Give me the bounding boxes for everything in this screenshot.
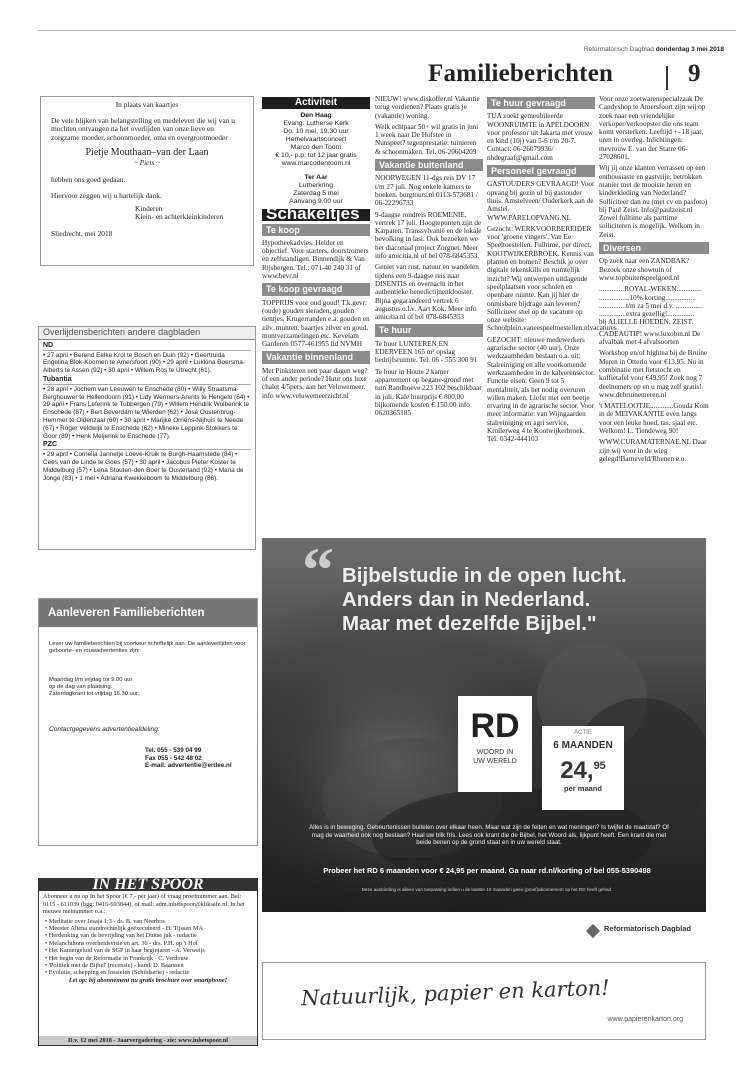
quote-mark: “	[302, 538, 334, 605]
section-te-koop-gevraagd: Te koop gevraagd	[262, 283, 370, 295]
ad-fine-print: Deze aanbieding is alleen van toepassing indien u de laatste 10 maanden geen (proef)abonnement op het RD heeft gehad.	[361, 887, 613, 892]
in-het-spoor-ad	[38, 878, 258, 1046]
ad-curamaternae: WWW.CURAMATERNAE.NL Daar zijn wij voor in de wieg gelegd!Barneveld/Rhenen e.o.	[599, 438, 707, 463]
section-te-koop: Te koop	[262, 224, 370, 236]
spoor-item: • Het Kamergeluid van de SGP in haar beginjaren - A. Verweijs	[45, 947, 205, 955]
rd-brand-icon	[586, 924, 600, 938]
obit-paper-label: Tubantia	[43, 376, 251, 385]
memoriam-notice	[40, 96, 254, 266]
spoor-item: • Meester Altena standrechtelijk geëxecuteerd - H. Tijssen MA	[45, 925, 204, 933]
actie-label: ACTIE	[574, 730, 592, 736]
deadline-day: op de dag van plaatsing.	[49, 684, 113, 690]
ad-hofstee: Welk echtpaar 50+ wil gratis in juni 1 week naar De Hofstee in Nunspeet? tegenprestatie: tuinieren & schoonmaken. Tel. 06-20604209	[375, 122, 479, 156]
ad-diskoffer: NIEUW! www.diskoffer.nl Vakantie terug verdienen? Plaats gratis je (vakantie) woning.	[375, 95, 480, 120]
paper-name: Reformatorisch Dagblad	[583, 46, 654, 53]
title-divider	[666, 66, 668, 90]
papier-karton-ad	[262, 962, 706, 1040]
issue-date: donderdag 3 mei 2018	[655, 46, 724, 53]
obit-paper-label: ND	[43, 342, 251, 351]
memoriam-sign-2: Klein- en achterkleinkinderen	[135, 212, 224, 221]
section-title: Familieberichten	[428, 60, 614, 87]
obit-group-nd	[43, 342, 251, 375]
deadline-weekday: Maandag t/m vrijdag tot 9.00 uur	[49, 677, 133, 683]
spoor-item: • Melanchthons overheidsvisie en art. 36 - drs. P.H. op 't Hof	[45, 939, 198, 947]
submission-info-box	[38, 598, 258, 846]
ad-houten: Te huur in Houte 2 kamer appartement op begane-grond met tuin Randhoeve 223 102 beschikbaar in juli. Kale huurprijs € 800,00 bijkomende kosten € 150.00 info 0620365185	[375, 367, 482, 418]
section-vakantie-buitenland: Vakantie buitenland	[375, 159, 483, 171]
classifieds-col-3	[487, 95, 617, 447]
ad-body: Alles is in beweging. Gebeurtenissen buitelen over elkaar heen. Maar wat zijn de feiten en wat meningen? Is twijfel de maatstaf? Of mag de waarheid ook nog bestaan? Haal uw blik fris. Lees ook krant die de Bijbel, het Woord als, lijkpunt heeft. Een krant die met beide benen op de grond staat en in uw wereld staat.	[309, 824, 669, 847]
activity-line: Marco den Toom	[290, 144, 342, 152]
page-kicker	[584, 46, 724, 53]
section-te-huur: Te huur	[375, 324, 483, 336]
obituaries-title: Overlijdensberichten andere dagbladen	[39, 327, 255, 340]
activity-line: Zaterdag 5 mei	[293, 190, 339, 198]
activity-line: € 10,- p.p. tot 12 jaar gratis	[275, 152, 357, 160]
obit-group-text: • 29 april • Cornelia Jannetje Loeve-Kruik te Burgh-Haamstede (84) • Cees van de Linde te Goes (57) • 30 april • Jacobus Pieter Koster te Middelburg (57) • Lena Stouten-den Boer te Oosterland (92) • Maria de Jonge (83) • 1 mei • Adriana Kwekkeboom te Middelburg (86).	[43, 451, 244, 482]
ad-zandbak: Op zoek naar een ZANDBAK? Bezoek onze showtuin of www.topbuitenspeelgoed.nl	[599, 257, 690, 282]
rd-advertisement	[262, 538, 706, 950]
royal-line: ..............ROYAL-WEKEN..............	[599, 285, 702, 294]
spoor-item: • Evolutie, schepping en fossielen (Schildserie) - redactie	[45, 969, 190, 977]
ad-disentis: Geniet van rust, natuur en wandelen tijdens een 9-daagse reis naar DISENTIS en overnacht in het authentieke benedictijnenklooster. Bijna gegarandeerd vertrek 6 augustus o.l.v. Aart Kok. Meer info amicitia.nl of bel 078-6845353	[375, 263, 479, 322]
rd-brand-strip	[262, 912, 706, 950]
activity-line: Ter Aar	[304, 174, 328, 182]
memoriam-sign-1: Kinderen	[135, 203, 163, 213]
classifieds-col-1	[262, 95, 370, 403]
ad-paul-zeist: Wij jij onze klanten verrassen op een enthousiaste en gastvrije, betrokken manier met de mooiste heren en kinderkleding van Nederland? Solliciteer dan nu (met cv en pasfoto) bij Paul Zeist. Info@paulzeist.nl Zowel fulltime als parttime solliciteren is mogelijk. Welkom in Zeist.	[599, 164, 708, 239]
papier-slogan: Natuurlijk, papier en karton!	[300, 975, 610, 1011]
spoor-note: Let op: bij abonnement nu gratis brochure over smartphone!	[68, 976, 228, 984]
activity-line: www.marcodentoom.nl	[281, 160, 351, 168]
obit-paper-label: PZC	[43, 441, 251, 450]
section-te-huur-gevraagd: Te huur gevraagd	[487, 97, 595, 109]
per-month: per maand	[564, 784, 602, 793]
classifieds-col-2	[375, 95, 483, 420]
obituaries-box	[38, 326, 256, 550]
rd-logo: RD	[470, 707, 520, 745]
obit-group-pzc	[43, 441, 251, 482]
papier-url: www.papierenkarton.org	[607, 1016, 683, 1023]
price-cents: 95	[593, 760, 606, 772]
activity-line: Hemelvaartsconcert	[285, 136, 347, 144]
contact-phone: Tel. 055 - 539 04 99	[145, 747, 202, 754]
royal-line: bij ALIELLE HOEDEN, ZEIST.	[599, 318, 694, 327]
section-activiteit: Activiteit	[262, 97, 370, 109]
ad-tua: TUA zoekt gemeubileerde WOONRUIMTE in APELDOORN voor professor uit Jakarta met vrouw en kind (10j) van 5-6 t/m 20-7. Contact: 06-26079936/ nhdegraaf@gmail.com	[487, 112, 593, 162]
obit-group-text: • 27 april • Berend Eelke Krol te Bosch en Duin (92) • Geertruida Engelina Blok-Koomen te Amersfoort (90) • 29 april • Lukkina Boersma-Alberts te Assen (92) • 30 april • Willem Ros te Utrecht (61).	[43, 351, 245, 375]
deceased-name: Pietje Mouthaan–van der Laan	[85, 147, 209, 158]
ad-noorwegen: NOORWEGEN 11-dgs reis DV 17 t/m 27 juli. Nog enkele kamers te boeken. burgtours.nl 0113-573681 / 06-22296733	[375, 174, 478, 208]
spoor-intro: Abonneer u nu op In het Spoor (€ 7,- per jaar) of vraag proefnummer aan. Bel: 0115 - 611039 (bgg: 0416-693844), of mail: adm.inhetspoor@kliksafe.nl. In het nieuwe meinummer o.a.:	[43, 893, 245, 916]
submission-title: Aanleveren Familieberichten	[39, 599, 257, 627]
memoriam-thanks: Hiervoor zeggen wij u hartelijk dank.	[51, 191, 162, 200]
submission-intro: Lever uw familieberichten bij voorkeur schriftelijk aan. De aanleverlijden voor geboorte- en rouwadvertenties zijn:	[49, 641, 246, 654]
ad-headline-2: Anders dan in Nederland.	[342, 588, 591, 611]
spoor-footer: D.v. 12 mei 2018 - Jaarvergadering - zie: www.inhetspoor.nl	[39, 1036, 257, 1045]
royal-line: ...............extra gezellig!...............	[599, 310, 695, 319]
ad-luxobin: CADEAUTIP! www.luxobin.nl De afvalbak met 4 afvalsoorten	[599, 329, 701, 347]
activity-line: Evang. Lutherse Kerk	[283, 120, 349, 128]
contact-fax: Fax 055 - 542 48 02	[145, 754, 202, 762]
section-vakantie-binnenland: Vakantie binnenland	[262, 351, 370, 363]
memoriam-done: hebben ons goed gedaan.	[51, 174, 126, 184]
header-rule	[38, 30, 736, 31]
royal-line: ...............t/m za 5 mei d.v. ...............	[599, 301, 703, 310]
memoriam-place: Sliedrecht, mei 2018	[51, 228, 113, 238]
deadline-saturday: Zaterdagkrant tot vrijdag 16.30 uur.	[49, 691, 140, 697]
price-main: 24	[560, 757, 587, 784]
section-diversen: Diversen	[599, 242, 709, 254]
ad-candyshop: Voor onze zoetwarenspecialzaak De Candyshop te Amersfoort zijn wij op zoek naar een vriendelijke verkoper/verkoopster die ons team komt versterken. Leeftijd +- 18 jaar, uren in overleg. Inlichtingen: mevrouw E. van der Starre 06-27028601.	[599, 95, 706, 162]
ad-roemenie: 9-daagse rondreis ROEMENIE, vertrek 17 juli. Hoogtepunten zijn de Karpaten, Transsylvanië en de lokale bevolking in lasi. Ook bezoeken we het diaconaal project Zorgnet. Meer info amicitia.nl of bel 078-6845353.	[375, 210, 482, 261]
rd-logo-block	[458, 696, 532, 792]
ad-royal-weken	[599, 285, 709, 326]
spoor-title: IN HET SPOOR	[39, 879, 257, 891]
memoriam-intro: De vele blijken van belangstelling en medeleven die wij van u mochten ontvangen na het overlijden van onze lieve en zorgzame moeder, schoonmoeder, oma en overgrootmoeder	[51, 115, 235, 142]
spoor-list	[43, 918, 253, 977]
ad-bruine-meren: Workshop en/of hightea bij de Bruine Meren in Otterlo voor €13,95. Nu in combinatie met fietstocht en koffietafel voor €49,95! Zoek nog 7 deelnemers op en u mag zelf gratis! www.debruinemeren.nl	[599, 349, 708, 399]
ad-lunteren: Te huur LUNTEREN EN EDERVEEN 165 m² opslag bedrijfsruimte. Tel. 06 - 555 300 91	[375, 339, 478, 365]
memoriam-heading: In plaats van kaartjes	[115, 100, 179, 109]
ad-agrarisch: GEZOCHT: nieuwe medewerkers agrarische sector (40 uur). Onze werkzaamheden bestaan o.a. uit; Stalreiniging en alle voorkomende werkzaamheden in de kalverensector. Functie eisen: Geen 9 tot 5 mentaliteit, als het nodig overuren willen maken. Liefst met een beetje ervaring in de agrarische sector. Voor meer informatie: van Wijngaarden stalreiniging en agri service, Krollerweg 4 te Kootwijkerbroek. Tel: 0342-444103	[487, 335, 595, 444]
ad-headline-1: Bijbelstudie in de open lucht.	[342, 564, 627, 587]
obit-group-text: • 28 april • Jochem van Leeuwen te Enschede (80) • Willy Straatsma-Berghouwer te Hellendoorn (91) • Lidy Wermers-Arents te Hengelo (64) • 29 april • Frans Leferink te Tubbergen (79) • Willem Hendrik Wolberink te Enschede (87) • Bert Beverdam te Wierden (62) • José Oostenbrug-Hemmer te Oldenzaal (60) • 30 april • Marijke Orriëns-Nijhuis te Neede (67) • Roger Veldwijk te Enschede (62) • Mineke Leppink-Stokkers te Goor (89) • Henk Meijerink te Enschede (77).	[43, 385, 250, 440]
activity-den-haag	[262, 112, 370, 168]
activity-line: Do. 10 mei, 19.30 uur	[283, 128, 349, 136]
ad-offer-line: Probeer het RD 6 maanden voor € 24,95 per maand. Ga naar rd.nl/korting of bel 055-5390498	[323, 866, 651, 875]
spoor-item: • Herdenking van de bevrijding van het Duitse juk - redactie	[45, 932, 197, 940]
ad-chalet: Met Pinksteren een paar dagen weg? of een ander periode? Huur ons luxe chalet 4/5pers. aan het Veluwemeer. info www.veluwemeerzicht.nl	[262, 366, 368, 400]
section-personeel-gevraagd: Personeel gevraagd	[487, 165, 595, 177]
activity-line: Aanvang 9.00 uur	[289, 198, 343, 206]
ad-gastouders: GASTOUDERS GEVRAAGD! Voor opvang bij gezin of bij gastouder thuis. Amstelveen/ Ouderkerk aan de Amstel. WWW.PARELOPVANG.NL	[487, 180, 595, 222]
royal-line: .................10% korting.................	[599, 293, 696, 302]
contact-email: E-mail: advertentie@erdee.nl	[145, 762, 232, 770]
ad-werkvoorbereider: Gezocht: WERKVOORBEREIDER voor 'groene vingers'. Van Ee Speeltoestellen. Fulltime, per direct. KOOTWIJKERBROEK. Kennis van planten en bomen? Beschik je over digitale tekenskills en ruimtelijk inzicht? Wij ontwerpen uitdagende speelplaatsen voor scholen en openbare ruimte. Kan jij hier de onmisbare bijdrage aan leveren? Solliciteer snel op de vacature op onze website: Schoolplein.vaneespeeltoestellen.nlvacatures	[487, 224, 617, 333]
ad-matelootje: 't MATELOOTJE.............Gouda Kom in de MEIVAKANTIE even langs voor een leuke hoed, tas, sjaal etc. Welkom! L. Tiendeweg 90!	[599, 402, 709, 435]
deceased-nickname: ~ Piets ~	[133, 158, 161, 167]
activity-ter-aar	[262, 174, 370, 206]
price: 24,95	[560, 757, 606, 784]
schakeltjes-heading: Schakeltjes	[262, 209, 370, 220]
spoor-item: • Meditatie over Jesaja 1:3 - ds. B. van Neerbos	[45, 917, 165, 925]
rd-logo-sub-2: UW WERELD	[473, 758, 517, 765]
spoor-item: • 'Politiek met de Bijbel' (recensie) - kand. D. Baarssen	[45, 962, 184, 970]
ad-headline-3: Maar met dezelfde Bijbel."	[342, 612, 597, 635]
price-badge	[542, 726, 624, 810]
spoor-item: • Het begin van de Reformatie in Frankrijk - C. Verdouw	[45, 954, 189, 962]
activity-line: Den Haag	[300, 112, 332, 120]
contact-label: Contactgegevens advertentieafdeling:	[49, 726, 160, 733]
rd-brand-name: Reformatorisch Dagblad	[604, 924, 692, 933]
classifieds-col-4	[599, 95, 709, 466]
rd-logo-sub-1: WOORD IN	[476, 749, 514, 756]
page-number: 9	[688, 60, 701, 87]
ad-hypotheek: Hypotheekadvies. Helder en objectief. Voor starters, doorstromers en zelfstandigen. Binnendijk & Van Rijsbergen. Tel.: 071-40 240 31 of www.bevr.nl	[262, 238, 369, 281]
obit-group-tubantia	[43, 376, 251, 440]
activity-line: Lutherkring	[298, 182, 333, 190]
ad-oud-goud: TOPPRIJS voor oud goud! T.k.gevr: (oude) gouden sieraden, gouden tientjes, Krugerranden e.a. gouden en zilv. munten, baartjes zilver en goud, muntverzamelingen etc. Kevelam Garderen 0577-461955 lid NVMH	[262, 298, 370, 349]
duration-label: 6 MAANDEN	[553, 740, 613, 751]
